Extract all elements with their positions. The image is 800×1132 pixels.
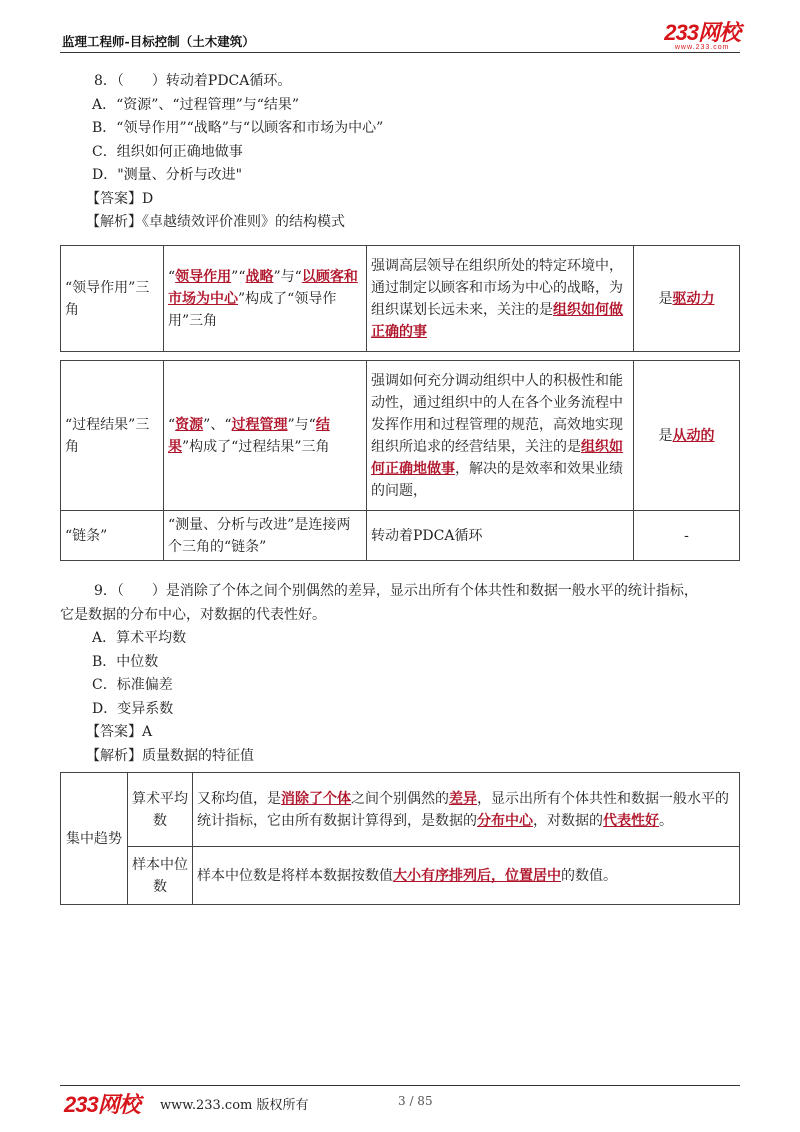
option-c: C．标准偏差 (92, 677, 173, 693)
row-description: 转动着PDCA循环 (367, 511, 634, 561)
row-composition: “领导作用”“战略”与“以顾客和市场为中心”构成了“领导作用”三角 (164, 246, 367, 352)
page-header (60, 22, 740, 53)
feature-table (60, 772, 740, 905)
option-d: D．"测量、分析与改进" (92, 167, 243, 183)
analysis: 【解析】《卓越绩效评价准则》的结构模式 (86, 214, 345, 230)
row-description: 强调如何充分调动组织中人的积极性和能动性，通过组织中的人在各个业务流程中发挥作用和过程管理的规范，高效地实现组织所追求的经营结果，关注的是组织如何正确地做事，解决的是效率和效果业绩的问题， (367, 361, 634, 511)
option-b: B．中位数 (92, 653, 159, 670)
row-label: 算术平均数 (128, 773, 193, 847)
document-title: 监理工程师-目标控制（土木建筑） (62, 34, 255, 49)
option-a: A．“资源”、“过程管理”与“结果” (92, 96, 300, 113)
group-label: 集中趋势 (61, 773, 128, 905)
row-description: 强调高层领导在组织所处的特定环境中，通过制定以顾客和市场为中心的战略，为组织谋划长远未来，关注的是组织如何做正确的事 (367, 246, 634, 352)
question-stem-cont: 它是数据的分布中心，对数据的代表性好。 (60, 606, 326, 623)
row-composition: “测量、分析与改进”是连接两个三角的“链条” (164, 511, 367, 561)
answer: 【答案】D (86, 190, 154, 207)
answer: 【答案】A (86, 724, 153, 740)
question-stem: 8．（ ）转动着PDCA循环。 (94, 73, 292, 89)
row-label: “过程结果”三角 (61, 361, 164, 511)
question-9 (60, 580, 740, 768)
option-d: D．变异系数 (92, 700, 174, 717)
row-label: 样本中位数 (128, 847, 193, 905)
footer-copyright: www.233.com 版权所有 (160, 1098, 309, 1113)
row-role: 是驱动力 (634, 246, 740, 352)
row-label: “链条” (61, 511, 164, 561)
page-footer (60, 1085, 740, 1117)
page-number: 3 / 85 (398, 1094, 433, 1108)
logo-text: 233网校 (664, 20, 740, 45)
structure-table-1 (60, 245, 740, 352)
row-label: “领导作用”三角 (61, 246, 164, 352)
row-description: 样本中位数是将样本数据按数值大小有序排列后，位置居中的数值。 (193, 847, 740, 905)
row-role: 是从动的 (634, 361, 740, 511)
structure-table-2 (60, 360, 740, 561)
option-c: C．组织如何正确地做事 (92, 143, 243, 160)
option-a: A．算术平均数 (92, 630, 187, 646)
brand-logo (664, 22, 740, 52)
row-role: - (634, 511, 740, 561)
row-composition: “资源”、“过程管理”与“结果”构成了“过程结果”三角 (164, 361, 367, 511)
option-b: B．“领导作用”“战略”与“以顾客和市场为中心” (92, 120, 384, 136)
footer-logo: 233网校 (64, 1092, 140, 1117)
question-8 (60, 70, 740, 235)
question-stem: 9．（ ）是消除了个体之间个别偶然的差异，显示出所有个体共性和数据一般水平的统计指标， (94, 583, 698, 599)
analysis: 【解析】质量数据的特征值 (86, 747, 254, 764)
logo-url: www.233.com (674, 44, 730, 51)
row-description: 又称均值，是消除了个体之间个别偶然的差异，显示出所有个体共性和数据一般水平的统计指标，它由所有数据计算得到，是数据的分布中心，对数据的代表性好。 (193, 773, 740, 847)
